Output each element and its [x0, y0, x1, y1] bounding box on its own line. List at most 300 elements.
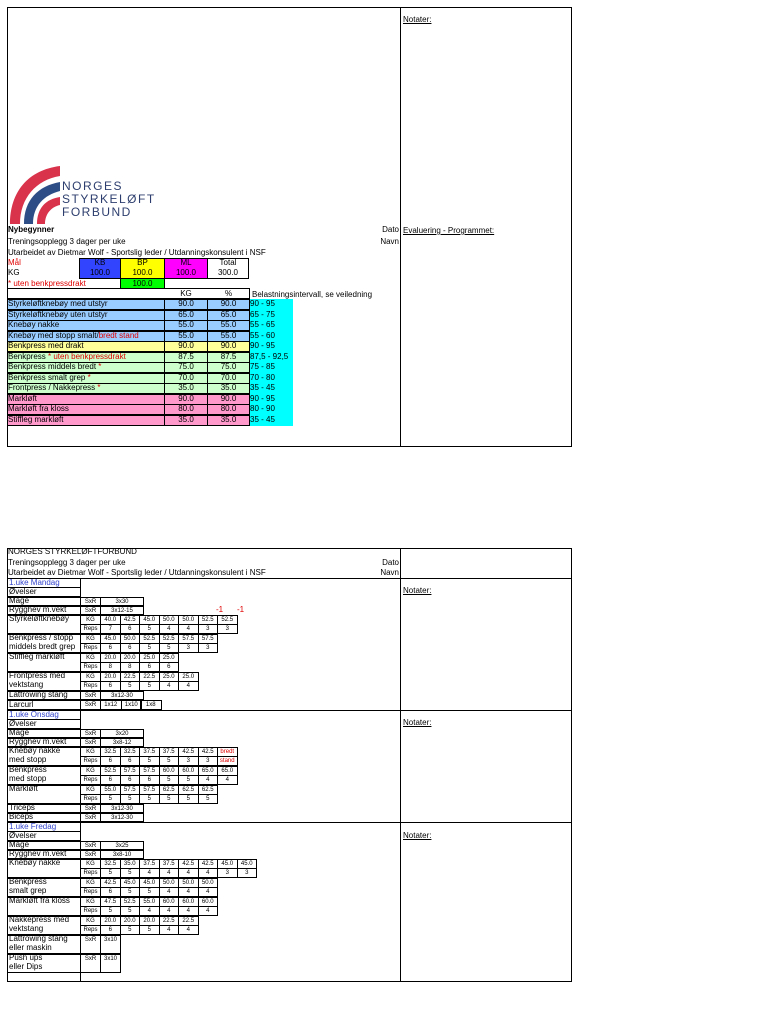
- logo-text-3: FORBUND: [62, 205, 132, 219]
- kg-cell: 50.0: [120, 634, 141, 644]
- kg-cell: 40.0: [100, 615, 121, 625]
- sheet2-dato: Dato: [382, 558, 399, 567]
- reps-label-cell: Reps: [80, 887, 101, 897]
- bp-value: 100.0: [132, 268, 153, 277]
- exercise-note: *: [96, 362, 102, 371]
- reps-cell: 4: [159, 868, 180, 878]
- day-title: 1.uke Fredag: [9, 822, 57, 831]
- exercise-name: Knebøy nakke: [9, 858, 61, 867]
- sheet1-evaluering: Evaluering - Programmet:: [403, 226, 495, 235]
- reps-cell: 5: [198, 794, 219, 804]
- exercise-pct: 55.0: [220, 320, 237, 329]
- sxr-cell: SxR: [80, 738, 101, 747]
- reps-cell: 5: [159, 794, 180, 804]
- kg-cell: 45.0: [237, 859, 258, 869]
- kg-cell: 37.5: [139, 747, 160, 757]
- exercise-name: smalt grep: [9, 886, 47, 895]
- reps-cell: 5: [139, 925, 160, 935]
- exercise-name: Markløft fra kloss: [8, 404, 69, 413]
- exercise-name: Mage: [9, 596, 30, 605]
- kg-label-cell: KG: [80, 766, 101, 776]
- exercise-interval: 35 - 45: [250, 383, 293, 394]
- reps-cell: 4: [139, 868, 160, 878]
- kg-cell: 22.5: [120, 672, 141, 682]
- exercise-name: Markløft: [8, 393, 37, 403]
- day3-topline: [7, 822, 572, 823]
- note-cell: stand: [217, 756, 238, 766]
- kg-cell: 62.5: [198, 785, 219, 795]
- exercise-name: Styrkeløftknebøy med utstyr: [8, 299, 108, 308]
- exercise-name: vektstang: [9, 924, 44, 933]
- kg-cell: 65.0: [198, 766, 219, 776]
- kg-label-cell: KG: [80, 672, 101, 682]
- kg-cell: 50.0: [178, 615, 199, 625]
- reps-cell: 5: [159, 775, 180, 785]
- exercise-name: med stopp: [9, 755, 47, 764]
- kg-cell: 62.5: [159, 785, 180, 795]
- exercise-name: Knebøy med stopp smalt/bredt stand: [8, 330, 139, 340]
- sets-reps-cell: 3x20: [100, 729, 144, 738]
- exercise-name: Benkpress middels bredt *: [8, 362, 102, 371]
- exercise-interval: 90 - 95: [250, 299, 293, 310]
- logo-text-1: NORGES: [62, 179, 124, 193]
- sets-reps-cell: 3x30: [100, 597, 144, 606]
- reps-cell: 6: [159, 662, 180, 672]
- reps-cell: 4: [217, 775, 238, 785]
- kg-label-cell: KG: [80, 615, 101, 625]
- reps-cell: 4: [159, 681, 180, 691]
- exercise-name: Frontpress med: [9, 671, 66, 680]
- kg-cell: 20.0: [120, 653, 141, 663]
- reps-cell: 4: [178, 681, 199, 691]
- reps-label-cell: Reps: [80, 756, 101, 766]
- exercise-name: Benkpress smalt grep *: [8, 372, 91, 382]
- kg-label-cell: KG: [80, 785, 101, 795]
- reps-cell: 8: [100, 662, 121, 672]
- reps-cell: 3: [217, 868, 238, 878]
- exercise-note: bredt stand: [98, 330, 139, 340]
- sxr-cell: SxR: [80, 597, 101, 606]
- kg-cell: 45.0: [120, 878, 141, 888]
- kg-cell: 20.0: [120, 916, 141, 926]
- kg-cell: 55.0: [139, 897, 160, 907]
- exercise-name: Lattrowing stang: [9, 934, 68, 943]
- day1-topline: [7, 578, 572, 579]
- reps-cell: 5: [178, 794, 199, 804]
- kg-label: KG: [8, 268, 20, 277]
- exercise-interval: 55 - 65: [250, 320, 293, 331]
- sxr-cell: SxR: [80, 954, 101, 973]
- exercise-pct: 55.0: [220, 330, 237, 340]
- kg-cell: 25.0: [159, 653, 180, 663]
- kg-label-cell: KG: [80, 916, 101, 926]
- kg-label-cell: KG: [80, 859, 101, 869]
- kg-cell: 62.5: [178, 785, 199, 795]
- col-kg: KG: [180, 289, 192, 298]
- reps-label-cell: Reps: [80, 775, 101, 785]
- reps-label-cell: Reps: [80, 868, 101, 878]
- reps-label-cell: Reps: [80, 681, 101, 691]
- exercise-pct: 87.5: [220, 351, 237, 361]
- exercise-kg: 87.5: [178, 351, 194, 361]
- sxr-cell: SxR: [80, 729, 101, 738]
- sxr-cell: SxR: [80, 850, 101, 859]
- kg-cell: 22.5: [178, 916, 199, 926]
- reps-cell: 4: [139, 906, 160, 916]
- exercise-note: * uten benkpressdrakt: [45, 351, 126, 361]
- reps-cell: 3: [178, 643, 199, 653]
- kg-cell: 57.5: [178, 634, 199, 644]
- reps-cell: 6: [120, 643, 141, 653]
- exercise-name: Biceps: [9, 812, 34, 821]
- exercise-note: *: [95, 383, 101, 392]
- exercise-name: Rygghev m.vekt: [9, 737, 67, 746]
- marker-minus-one: -1: [237, 605, 245, 614]
- kg-cell: 60.0: [159, 766, 180, 776]
- kg-label-cell: KG: [80, 747, 101, 757]
- reps-cell: 4: [178, 906, 199, 916]
- kg-cell: 22.5: [139, 672, 160, 682]
- reps-cell: 4: [198, 887, 219, 897]
- exercise-interval: 70 - 80: [250, 373, 293, 384]
- sheet2-navn: Navn: [380, 568, 399, 577]
- kg-cell: 57.5: [120, 766, 141, 776]
- exercise-interval: 80 - 90: [250, 404, 293, 415]
- kg-cell: 50.0: [159, 615, 180, 625]
- exercise-kg: 65.0: [178, 309, 194, 319]
- reps-cell: 5: [120, 906, 141, 916]
- kg-cell: 52.5: [120, 897, 141, 907]
- exercise-name: Benkpress * uten benkpressdrakt: [8, 351, 126, 361]
- reps-cell: 3: [198, 624, 219, 634]
- reps-cell: 4: [198, 906, 219, 916]
- sheet1-dato: Dato: [382, 225, 399, 234]
- sets-reps-cell: 1x8: [140, 700, 162, 710]
- exercise-name: Nakkepress med: [9, 915, 70, 924]
- bp-header: BP: [137, 258, 148, 267]
- reps-cell: 5: [120, 925, 141, 935]
- exercise-kg: 70.0: [178, 372, 194, 382]
- reps-label-cell: Reps: [80, 925, 101, 935]
- sheet2-line1: Treningsopplegg 3 dager per uke: [8, 558, 126, 567]
- reps-label-cell: Reps: [80, 906, 101, 916]
- reps-label-cell: Reps: [80, 662, 101, 672]
- exercise-pct: 90.0: [220, 393, 237, 403]
- sheet1-nybegynner: Nybegynner: [8, 225, 55, 234]
- kg-cell: 32.5: [120, 747, 141, 757]
- sheet2-notes-divider: [400, 548, 401, 982]
- exercise-name: Triceps: [9, 803, 35, 812]
- sets-reps-cell: 3x10: [100, 954, 121, 973]
- kg-cell: 32.5: [100, 859, 121, 869]
- reps-cell: 3: [217, 624, 238, 634]
- marker-minus-one: -1: [216, 605, 224, 614]
- kb-header: KB: [94, 258, 106, 267]
- kg-cell: 50.0: [198, 878, 219, 888]
- sets-reps-cell: 3x12-30: [100, 813, 144, 822]
- kg-cell: 25.0: [139, 653, 160, 663]
- exercise-name: Stiffleg markløft: [9, 652, 65, 661]
- exercise-interval: 87,5 - 92,5: [250, 352, 293, 363]
- kg-cell: 45.0: [139, 878, 160, 888]
- kg-cell: 42.5: [178, 747, 199, 757]
- sets-reps-cell: 3x10: [100, 935, 121, 954]
- ovelser-label: Øvelser: [9, 719, 37, 728]
- exercise-kg: 80.0: [178, 404, 194, 413]
- exercise-interval: 75 - 85: [250, 362, 293, 373]
- reps-cell: 6: [100, 925, 121, 935]
- exercise-name: Benkpress med drakt: [8, 341, 84, 350]
- kg-cell: 52.5: [159, 634, 180, 644]
- sxr-cell: SxR: [80, 606, 101, 615]
- exercise-kg: 55.0: [178, 320, 194, 329]
- sheet1-line2: Utarbeidet av Dietmar Wolf - Sportslig leder / Utdanningskonsulent i NSF: [8, 248, 266, 257]
- exercise-name: middels bredt grep: [9, 642, 76, 651]
- nsf-logo: [8, 162, 158, 228]
- kg-cell: 20.0: [100, 672, 121, 682]
- kg-cell: 50.0: [178, 878, 199, 888]
- reps-cell: 5: [139, 624, 160, 634]
- kg-cell: 47.5: [100, 897, 121, 907]
- exercise-interval: 35 - 45: [250, 415, 293, 426]
- reps-cell: 4: [178, 868, 199, 878]
- kg-cell: 60.0: [178, 766, 199, 776]
- kg-cell: 20.0: [100, 653, 121, 663]
- kg-cell: 45.0: [100, 634, 121, 644]
- logo-text-2: STYRKELØFT: [62, 192, 156, 206]
- kg-cell: 57.5: [120, 785, 141, 795]
- reps-cell: 6: [139, 662, 160, 672]
- note-cell: bredt: [217, 747, 238, 757]
- sets-reps-cell: 1x12: [100, 700, 122, 710]
- sets-reps-cell: 3x12-15: [100, 606, 144, 615]
- kg-cell: 25.0: [159, 672, 180, 682]
- reps-cell: 4: [178, 887, 199, 897]
- kg-cell: 32.5: [100, 747, 121, 757]
- day3-notater: Notater:: [403, 831, 432, 840]
- reps-cell: 6: [100, 887, 121, 897]
- kg-cell: 20.0: [100, 916, 121, 926]
- kg-cell: 45.0: [139, 615, 160, 625]
- kg-cell: 45.0: [217, 859, 238, 869]
- day1-notater: Notater:: [403, 586, 432, 595]
- exercise-name: vektstang: [9, 680, 44, 689]
- reps-cell: 6: [100, 775, 121, 785]
- reps-cell: 3: [237, 868, 258, 878]
- reps-cell: 6: [100, 643, 121, 653]
- reps-cell: 6: [120, 756, 141, 766]
- exercise-name: Styrkeløftknebøy: [9, 614, 70, 623]
- ovelser-label: Øvelser: [9, 831, 37, 840]
- sheet1-navn: Navn: [380, 237, 399, 246]
- exercise-pct: 35.0: [220, 414, 237, 424]
- reps-cell: 5: [139, 794, 160, 804]
- kg-cell: 35.0: [120, 859, 141, 869]
- sxr-cell: SxR: [80, 841, 101, 850]
- sets-reps-cell: 3x12-30: [100, 691, 144, 700]
- reps-cell: 3: [198, 643, 219, 653]
- kg-cell: 50.0: [159, 878, 180, 888]
- exercise-name: Stiffleg markløft: [8, 414, 64, 424]
- kg-label-cell: KG: [80, 634, 101, 644]
- exercise-pct: 70.0: [220, 372, 237, 382]
- exercise-name: Rygghev m.vekt: [9, 605, 67, 614]
- kg-cell: 52.5: [100, 766, 121, 776]
- exercise-name: eller maskin: [9, 943, 52, 952]
- exercise-pct: 90.0: [220, 299, 237, 308]
- kg-cell: 25.0: [178, 672, 199, 682]
- exercise-name: Knebøy nakke: [9, 746, 61, 755]
- kg-label-cell: KG: [80, 653, 101, 663]
- reps-cell: 5: [139, 643, 160, 653]
- kg-cell: 22.5: [159, 916, 180, 926]
- exercise-name: Rygghev m.vekt: [9, 849, 67, 858]
- exercise-name: Benkpress / stopp: [9, 633, 74, 642]
- exercise-note: *: [85, 372, 91, 382]
- sheet2-header: NORGES STYRKELØFTFORBUND: [8, 547, 137, 556]
- logo-mark-icon: [8, 162, 62, 226]
- kg-cell: 37.5: [159, 859, 180, 869]
- reps-cell: 5: [178, 775, 199, 785]
- reps-cell: 4: [198, 868, 219, 878]
- kg-cell: 57.5: [139, 766, 160, 776]
- day2-notater: Notater:: [403, 718, 432, 727]
- sxr-cell: SxR: [80, 804, 101, 813]
- exercise-name: Benkpress: [9, 765, 47, 774]
- reps-cell: 7: [100, 624, 121, 634]
- reps-cell: 5: [120, 868, 141, 878]
- exercise-interval: 90 - 95: [250, 394, 293, 405]
- sxr-cell: SxR: [80, 700, 101, 710]
- reps-cell: 6: [100, 681, 121, 691]
- sxr-cell: SxR: [80, 813, 101, 822]
- uten-value: 100.0: [132, 279, 153, 288]
- ovelser-label: Øvelser: [9, 587, 37, 596]
- exercise-name: Markløft fra kloss: [9, 896, 70, 905]
- mal-label: Mål: [8, 258, 21, 267]
- exercise-pct: 35.0: [220, 383, 237, 392]
- reps-cell: 4: [159, 887, 180, 897]
- reps-label-cell: Reps: [80, 643, 101, 653]
- exercise-name: Benkpress: [9, 877, 47, 886]
- exercise-name: Push ups: [9, 953, 43, 962]
- total-header: Total: [219, 258, 237, 267]
- exercise-kg: 90.0: [178, 299, 194, 308]
- exercise-name: Styrkeløftknebøy uten utstyr: [8, 309, 108, 319]
- sheet2-line2: Utarbeidet av Dietmar Wolf - Sportslig leder / Utdanningskonsulent i NSF: [8, 568, 266, 577]
- sheet1-notater: Notater:: [403, 15, 432, 24]
- reps-cell: 5: [120, 681, 141, 691]
- reps-cell: 4: [178, 925, 199, 935]
- reps-cell: 6: [120, 624, 141, 634]
- kg-cell: 42.5: [178, 859, 199, 869]
- sets-reps-cell: 3x8-10: [100, 850, 144, 859]
- kg-cell: 37.5: [159, 747, 180, 757]
- reps-cell: 4: [159, 906, 180, 916]
- reps-cell: 5: [159, 756, 180, 766]
- kg-cell: 20.0: [139, 916, 160, 926]
- sxr-cell: SxR: [80, 691, 101, 700]
- kg-cell: 42.5: [198, 859, 219, 869]
- exercise-interval: 90 - 95: [250, 341, 293, 352]
- total-value: 300.0: [217, 268, 239, 277]
- exercise-name: Mage: [9, 728, 30, 737]
- kg-cell: 57.5: [198, 634, 219, 644]
- exercise-name: med stopp: [9, 774, 47, 783]
- sets-reps-cell: 3x25: [100, 841, 144, 850]
- kg-label-cell: KG: [80, 878, 101, 888]
- reps-cell: 3: [198, 756, 219, 766]
- col-interval: Belastningsintervall, se veiledning: [252, 290, 373, 299]
- exercise-name: Lattrowing stang: [9, 690, 68, 699]
- exercise-pct: 75.0: [220, 362, 237, 371]
- reps-cell: 4: [198, 775, 219, 785]
- exercise-name: Frontpress / Nakkepress *: [8, 383, 101, 392]
- kg-cell: 52.5: [139, 634, 160, 644]
- kg-cell: 65.0: [217, 766, 238, 776]
- kb-value: 100.0: [89, 268, 111, 277]
- exercise-kg: 35.0: [178, 414, 194, 424]
- kg-cell: 57.5: [139, 785, 160, 795]
- reps-cell: 6: [139, 775, 160, 785]
- sets-reps-cell: 3x8-12: [100, 738, 144, 747]
- kg-cell: 42.5: [198, 747, 219, 757]
- reps-cell: 5: [139, 681, 160, 691]
- reps-cell: 5: [100, 794, 121, 804]
- ml-value: 100.0: [175, 268, 197, 277]
- reps-cell: 5: [100, 906, 121, 916]
- exercise-interval: 55 - 60: [250, 331, 293, 342]
- day-title: 1.uke Onsdag: [9, 710, 59, 719]
- kg-cell: 42.5: [100, 878, 121, 888]
- exercise-name: Mage: [9, 840, 30, 849]
- exercise-pct: 90.0: [220, 341, 237, 350]
- reps-cell: 5: [120, 794, 141, 804]
- kg-label-cell: KG: [80, 897, 101, 907]
- exercise-pct: 65.0: [220, 309, 237, 319]
- exercise-kg: 90.0: [178, 393, 194, 403]
- exercise-name: Markløft: [9, 784, 38, 793]
- reps-label-cell: Reps: [80, 794, 101, 804]
- reps-cell: 4: [178, 624, 199, 634]
- exercise-pct: 80.0: [220, 404, 237, 413]
- exercise-name: Larcurl: [9, 700, 34, 709]
- exercise-kg: 90.0: [178, 341, 194, 350]
- day2-topline: [7, 710, 572, 711]
- exercise-kg: 55.0: [178, 330, 194, 340]
- reps-cell: 6: [120, 775, 141, 785]
- reps-cell: 5: [139, 887, 160, 897]
- reps-cell: 8: [120, 662, 141, 672]
- reps-cell: 4: [159, 925, 180, 935]
- uten-label: * uten benkpressdrakt: [8, 279, 86, 288]
- exercise-kg: 75.0: [178, 362, 194, 371]
- reps-cell: 5: [100, 868, 121, 878]
- reps-cell: 4: [159, 624, 180, 634]
- kg-cell: 60.0: [159, 897, 180, 907]
- kg-cell: 55.0: [100, 785, 121, 795]
- day-title: 1.uke Mandag: [9, 578, 60, 587]
- reps-cell: 6: [100, 756, 121, 766]
- exercise-interval: 65 - 75: [250, 310, 293, 321]
- exercise-name: Knebøy nakke: [8, 320, 60, 329]
- col-pct: %: [224, 289, 233, 298]
- kg-cell: 37.5: [139, 859, 160, 869]
- reps-cell: 5: [159, 643, 180, 653]
- reps-cell: 5: [139, 756, 160, 766]
- reps-cell: 5: [120, 887, 141, 897]
- ml-header: ML: [180, 258, 192, 267]
